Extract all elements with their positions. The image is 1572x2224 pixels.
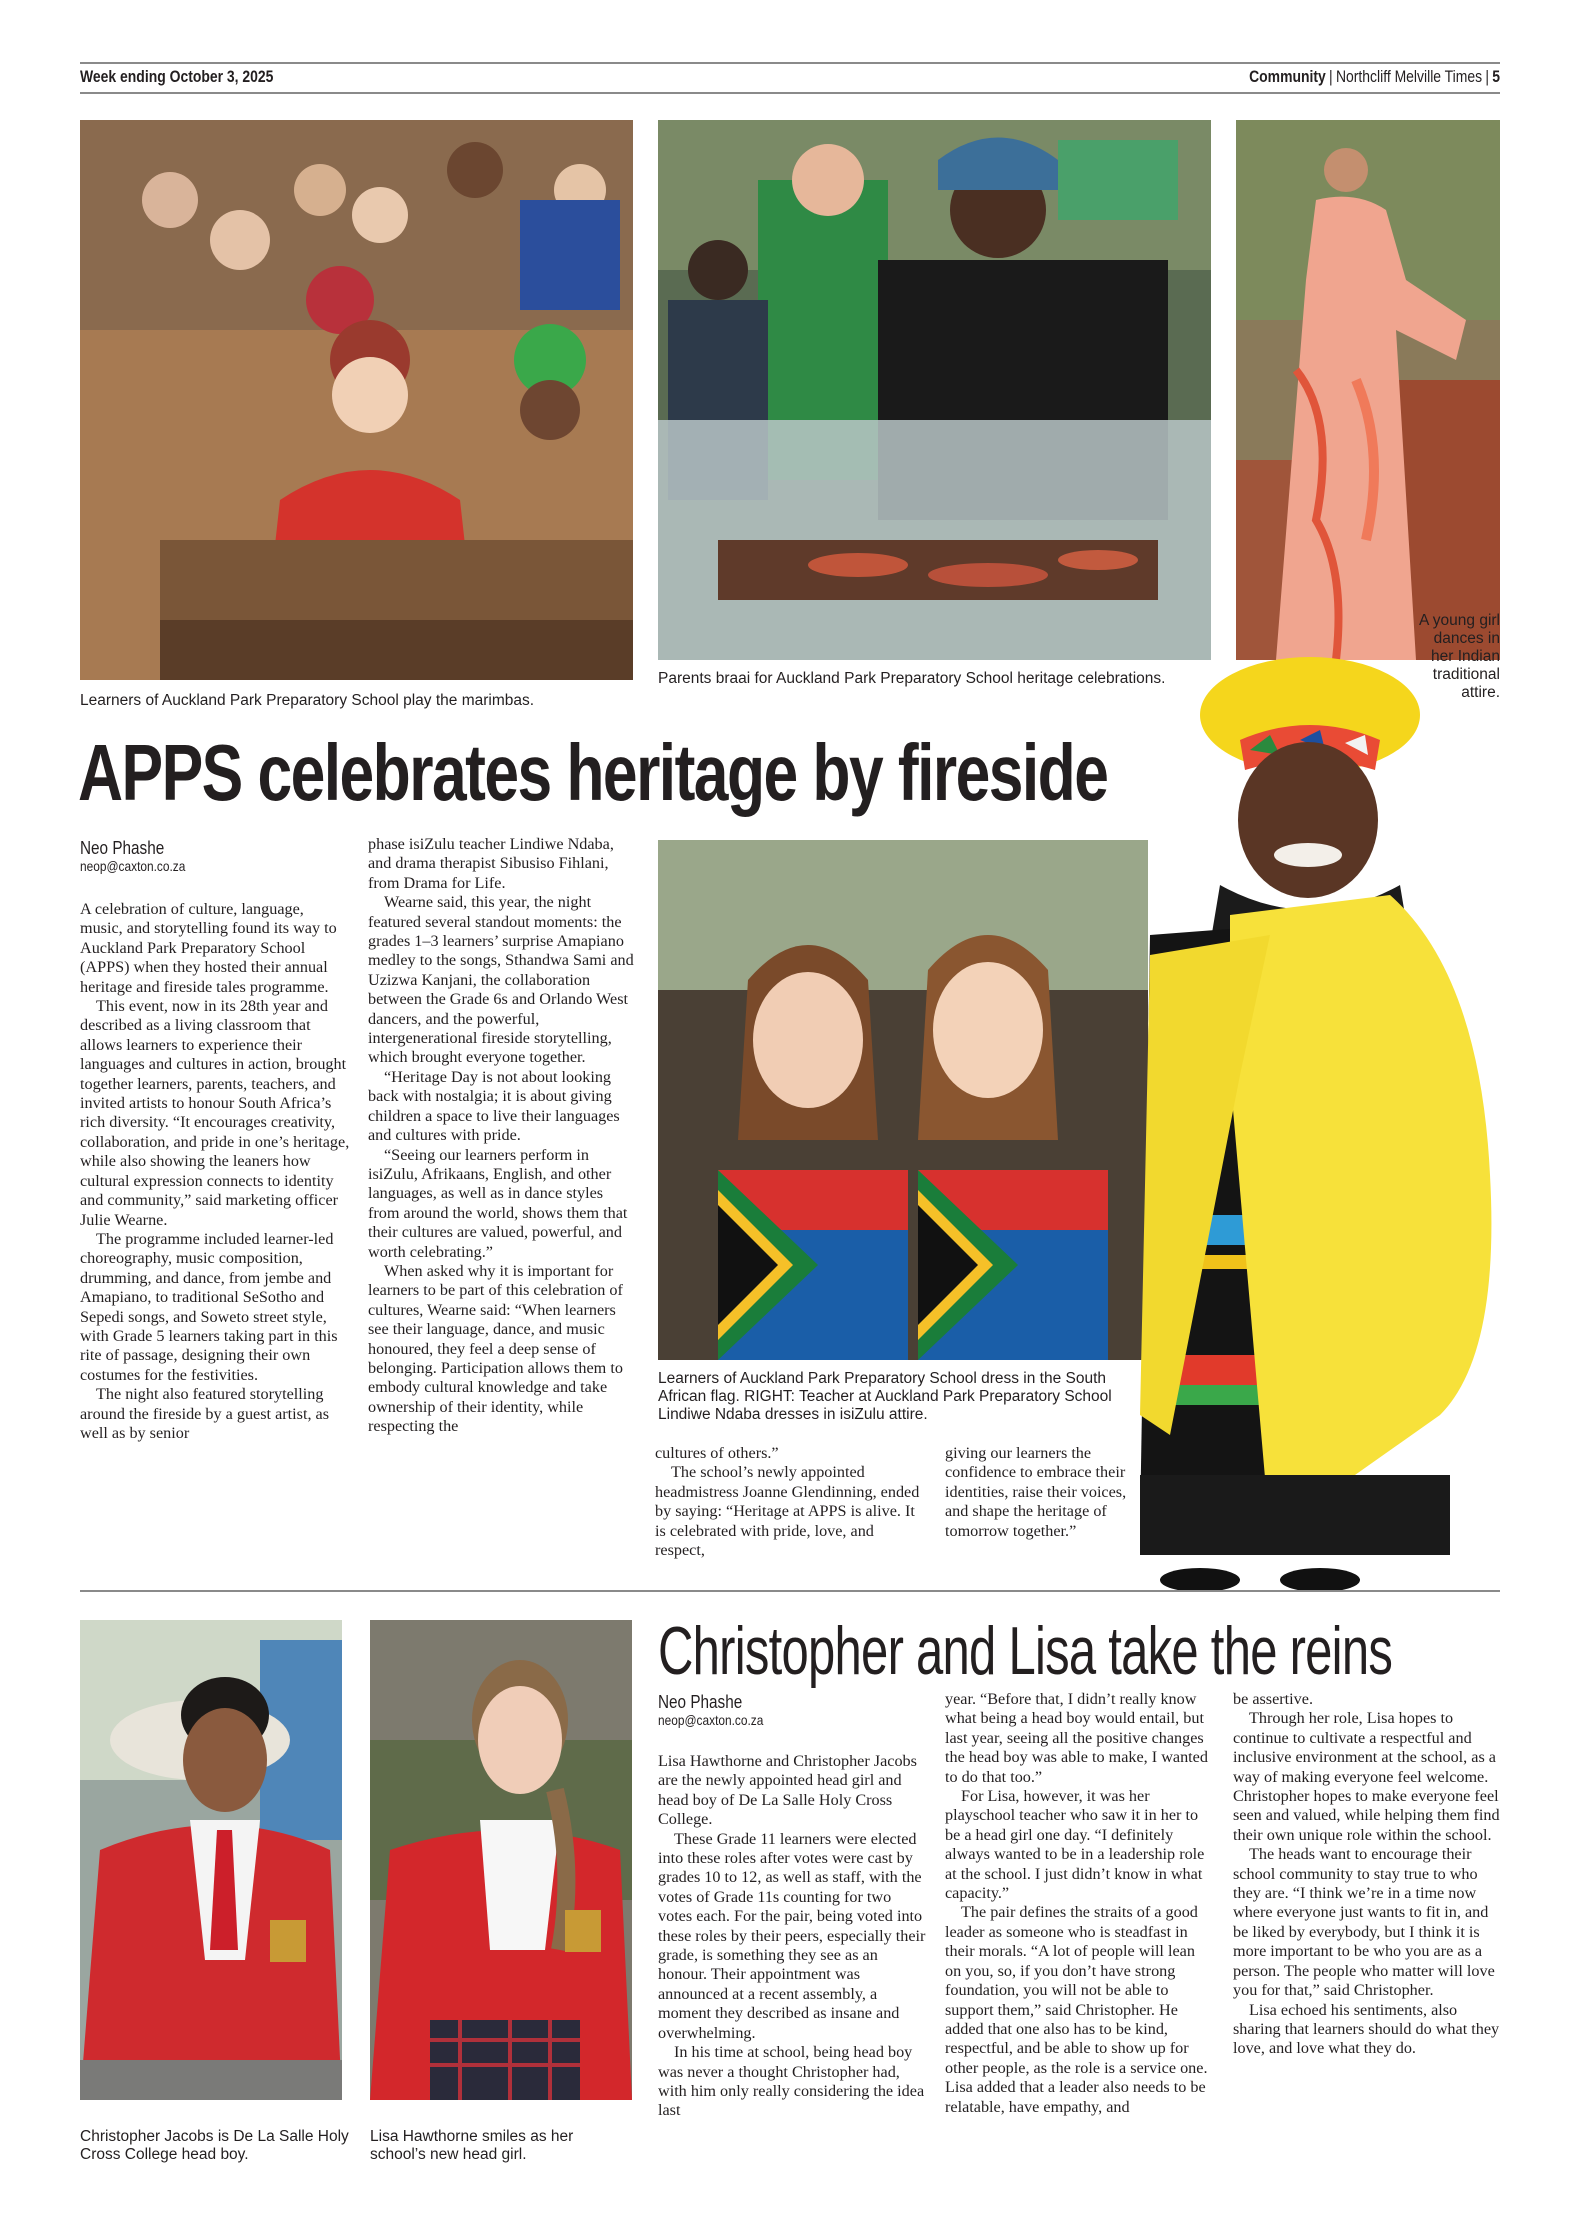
byline-name: Neo Phashe — [658, 1692, 743, 1712]
paragraph: Wearne said, this year, the night featured several standout moments: the grades 1–3 learners’ surprise Amapiano medley to the songs, Sthandwa Sami and Uzizwa Kanjani, the collaboration between the Grade 6s and Orlando West dancers, and the powerful, intergenerational fireside storytelling, which brought everyone together. — [368, 893, 634, 1067]
caption-marimbas: Learners of Auckland Park Preparatory School play the marimbas. — [80, 692, 535, 709]
caption-flag-girls: Learners of Auckland Park Preparatory School dress in the South African flag. RIGHT: Teacher at Auckland Park Preparatory School Lindiwe Ndaba dresses in isiZulu attire. — [658, 1370, 1112, 1423]
paragraph: cultures of others.” — [655, 1444, 779, 1462]
paragraph: Lisa Hawthorne and Christopher Jacobs are the newly appointed head girl and head boy of De La Salle Holy Cross College. — [658, 1752, 917, 1829]
byline-story1 — [80, 838, 350, 894]
paragraph: The school’s newly appointed headmistress Joanne Glendinning, ended by saying: “Heritage at APPS is alive. It is celebrated with pride, love, and respect, — [655, 1463, 920, 1560]
paragraph: The heads want to encourage their school community to stay true to who they are. “I think we’re in a time now where everyone just wants to fit in, and be liked by everybody, but I think it is more important to be who you are as a person. The people who matter will love you for that,” said Christopher. — [1233, 1845, 1495, 2000]
story1-column-2 — [368, 835, 638, 1437]
folio-publication: Northcliff Melville Times — [1335, 67, 1483, 86]
photo-christopher — [80, 1620, 342, 2100]
caption-braai: Parents braai for Auckland Park Preparatory School heritage celebrations. — [658, 670, 1166, 687]
paragraph: The programme included learner-led choreography, music composition, drumming, and dance, from jembe and Amapiano, to traditional SeSotho and Sepedi songs, and Soweto street style, with Grade 5 learners taking part in this rite of passage, designing their own costumes for the festivities. — [80, 1229, 338, 1384]
caption-christopher: Christopher Jacobs is De La Salle Holy Cross College head boy. — [80, 2128, 349, 2163]
folio-date: Week ending October 3, 2025 — [80, 67, 274, 86]
headline-apps-heritage: APPS celebrates heritage by fireside — [78, 728, 1108, 817]
photo-marimbas — [80, 120, 633, 680]
caption-line: traditional — [1432, 666, 1500, 683]
byline-email: neop@caxton.co.za — [658, 1712, 764, 1728]
paragraph: When asked why it is important for learners to be part of this celebration of cultures, Wearne said: “When learners see their language, dance, and music honoured, they feel a deep sense of belonging. Participation allows them to embody cultural knowledge and take ownership of their identity, while respecting the — [368, 1261, 623, 1436]
byline-story2 — [658, 1692, 928, 1748]
paragraph: year. “Before that, I didn’t really know what being a head boy would entail, but last year, seeing all the positive changes the head boy was able to make, I wanted to do that too.” — [945, 1690, 1208, 1786]
byline-name: Neo Phashe — [80, 838, 165, 858]
section-divider — [80, 1590, 1500, 1592]
folio-separator: | — [1485, 67, 1489, 86]
caption-line: dances in — [1433, 630, 1500, 647]
headline-christopher-lisa: Christopher and Lisa take the reins — [658, 1613, 1393, 1689]
photo-braai — [658, 120, 1211, 660]
photo-flag-girls — [658, 840, 1148, 1360]
paragraph: be assertive. — [1233, 1690, 1314, 1708]
folio-section: Community — [1249, 67, 1326, 86]
folio-section-info — [1249, 67, 1500, 87]
story1-column-1 — [80, 900, 350, 1443]
paragraph: The pair defines the straits of a good leader as someone who is steadfast in their morals. “A lot of people will lean on you, so, if you don’t have strong foundation, you will not be able to support them,” said Christopher. He added that one also has to be kind, respectful, and be able to show up for other people, as the role is a service one. Lisa added that a leader also needs to be relatable, have empathy, and — [945, 1903, 1208, 2116]
photo-isizulu-teacher — [1110, 655, 1510, 1595]
paragraph: “Heritage Day is not about looking back with nostalgia; it is about giving children a space to live their languages and cultures with pride. — [368, 1067, 620, 1145]
story2-column-1 — [658, 1752, 928, 2121]
folio-separator: | — [1328, 67, 1333, 86]
photo-lisa — [370, 1620, 632, 2100]
paragraph: This event, now in its 28th year and described as a living classroom that allows learners to experience their languages and cultures in action, brought together learners, parents, teachers, and invited artists to honour South Africa’s rich diversity. “It encourages creativity, collaboration, and pride in one’s heritage, while also showing the leaners how cultural expression connects to identity and community,” said marketing officer Julie Wearne. — [80, 997, 350, 1229]
folio-bottom-rule — [80, 92, 1500, 94]
paragraph: These Grade 11 learners were elected into these roles after votes were cast by grades 10 to 12, as well as staff, with the votes of Grade 11s counting for two votes each. For the pair, being voted into these roles by their peers, especially their grade, is something they see as an honour. Their appointment was announced at a recent assembly, a moment they described as insane and overwhelming. — [658, 1829, 926, 2042]
paragraph: giving our learners the confidence to embrace their identities, raise their voices, and shape the heritage of tomorrow together.” — [945, 1444, 1127, 1540]
story2-column-3 — [1233, 1690, 1503, 2059]
story1-column-3 — [655, 1444, 925, 1560]
paragraph: For Lisa, however, it was her playschool teacher who saw it in her to be a head girl one day. “I definitely always wanted to be in a leadership role at the school. I just didn’t know in what capacity.” — [945, 1787, 1205, 1903]
byline-email: neop@caxton.co.za — [80, 858, 186, 874]
folio-top-rule — [80, 62, 1500, 64]
folio-page-number: 5 — [1492, 67, 1500, 86]
story1-column-4 — [945, 1444, 1145, 1541]
photo-indian-dance — [1236, 120, 1500, 660]
caption-line: her Indian — [1431, 648, 1500, 665]
caption-lisa: Lisa Hawthorne smiles as her school’s new head girl. — [370, 2128, 574, 2163]
paragraph: In his time at school, being head boy was never a thought Christopher had, with him only really considering the idea last — [658, 2043, 925, 2120]
paragraph: phase isiZulu teacher Lindiwe Ndaba, and drama therapist Sibusiso Fihlani, from Drama for Life. — [368, 835, 614, 892]
caption-line: attire. — [1461, 684, 1500, 701]
caption-line: A young girl — [1419, 612, 1500, 629]
paragraph: “Seeing our learners perform in isiZulu, Afrikaans, English, and other languages, as well as in dance styles from around the world, shows them that their cultures are valued, powerful, and worth celebrating.” — [368, 1145, 628, 1261]
paragraph: Through her role, Lisa hopes to continue to cultivate a respectful and inclusive environment at the school, as a way of making everyone feel welcome. Christopher hopes to make everyone feel seen and valued, while helping them find their own unique role within the school. — [1233, 1709, 1500, 1844]
paragraph: Lisa echoed his sentiments, also sharing that learners should do what they love, and love what they do. — [1233, 2000, 1500, 2058]
paragraph: The night also featured storytelling around the fireside by a guest artist, as well as by senior — [80, 1385, 330, 1442]
paragraph: A celebration of culture, language, music, and storytelling found its way to Auckland Park Preparatory School (APPS) when they hosted their annual heritage and fireside tales programme. — [80, 900, 337, 996]
story2-column-2 — [945, 1690, 1215, 2117]
